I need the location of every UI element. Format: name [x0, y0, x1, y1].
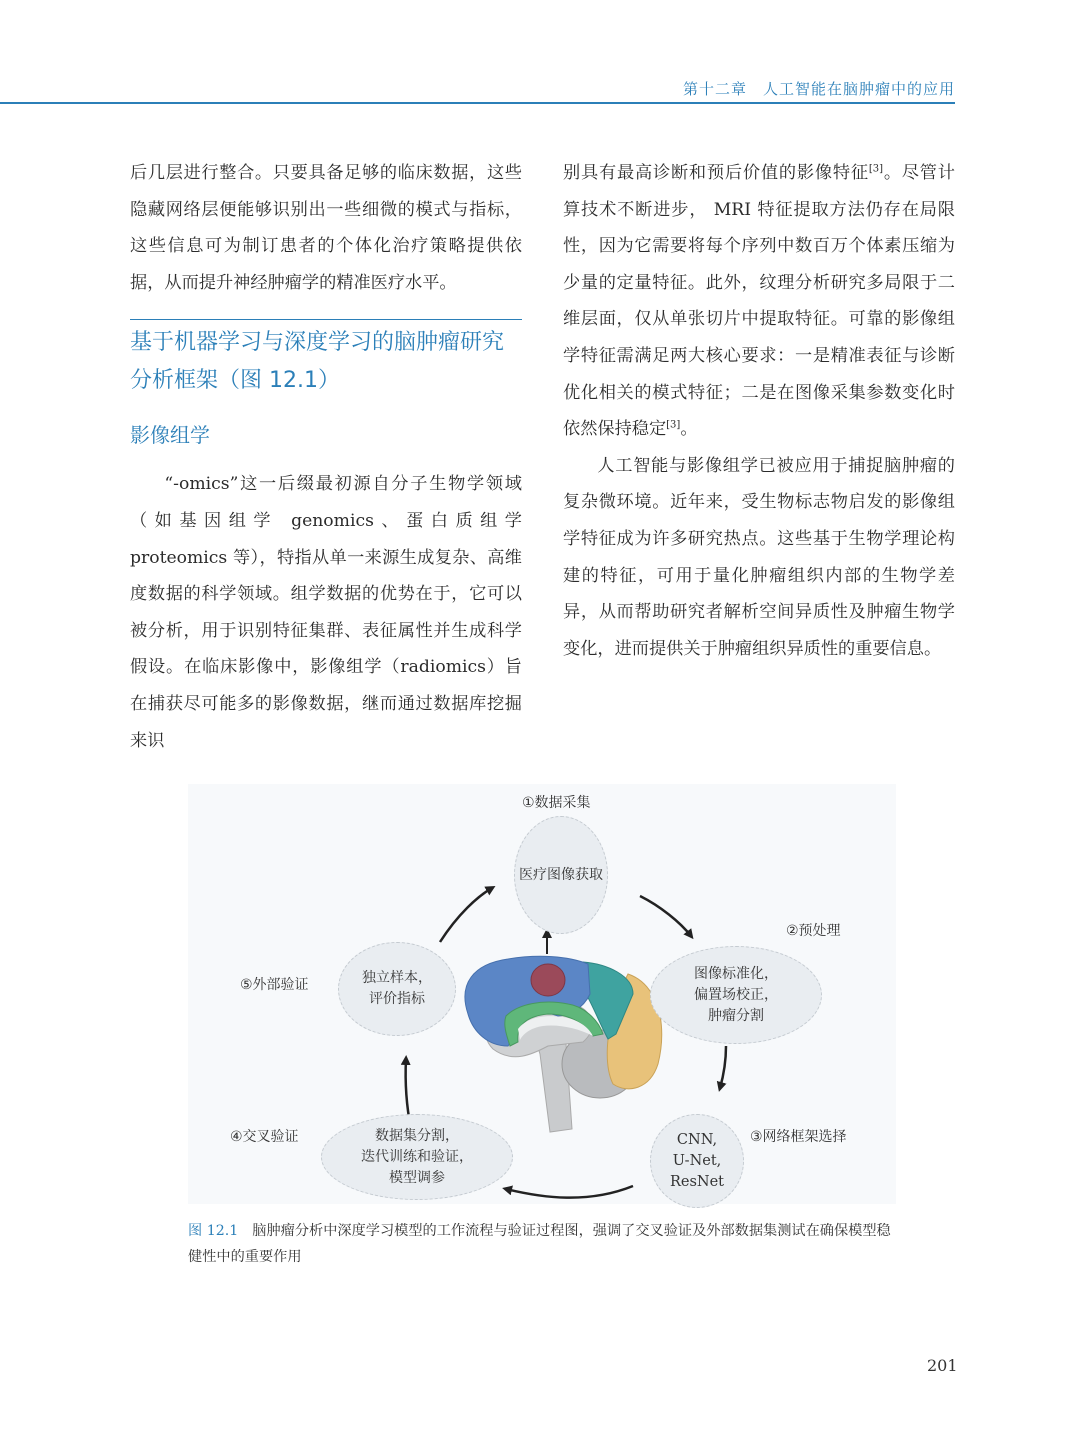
paragraph [563, 155, 955, 448]
node-text: 偏置场校正， [694, 986, 778, 1003]
left-column [130, 155, 522, 759]
citation-link[interactable]: [3] [868, 163, 884, 175]
node-text: 肿瘤分割 [708, 1007, 764, 1024]
figure-number: 图 12.1 [188, 1223, 239, 1239]
section-title: 基于机器学习与深度学习的脑肿瘤研究分析框架（图 12.1） [130, 330, 505, 394]
node-text: 模型调参 [389, 1169, 445, 1186]
node-external-validation [338, 942, 456, 1036]
node-text: 数据集分割， [375, 1127, 459, 1144]
arrow-3-to-4 [506, 1186, 633, 1198]
node-text: CNN, [676, 1131, 718, 1148]
brain-illustration [465, 956, 662, 1132]
paragraph: 人工智能与影像组学已被应用于捕捉脑肿瘤的复杂微环境。近年来，受生物标志物启发的影像组学特征成为许多研究热点。这些基于生物学理论构建的特征，可用于量化肿瘤组织内部的生物学差异，从而帮助研究者解析空间异质性及肿瘤生物学变化，进而提供关于肿瘤组织异质性的重要信息。 [563, 455, 955, 659]
node-text: 医疗图像获取 [519, 866, 603, 883]
tumor-region [531, 964, 565, 996]
page-number: 201 [927, 1356, 958, 1375]
step-label-data-acquisition: ①数据采集 [522, 795, 591, 811]
text-run: 。尽管计算技术不断进步， MRI 特征提取方法仍存在局限性，因为它需要将每个序列中数百万个体素压缩为少量的定量特征。此外，纹理分析研究多局限于二维层面，仅从单张切片中提取特征。可靠的影像组学特征需满足两大核心要求：一是精准表征与诊断优化相关的模式特征；二是在图像采集参数变化时依然保持稳定 [563, 163, 955, 440]
arrow-5-to-1 [440, 888, 492, 942]
paragraph: “-omics”这一后缀最初源自分子生物学领域（如基因组学 genomics、蛋白质组学 proteomics 等），特指从单一来源生成复杂、高维度数据的科学领域。组学数据的优势在于，它可以被分析，用于识别特征集群、表征属性并生成科学假设。在临床影像中，影像组学（radiomics）旨在捕获尽可能多的影像数据，继而通过数据库挖掘来识 [130, 474, 522, 751]
node-text: U-Net, [672, 1152, 722, 1169]
chapter-title: 第十二章 人工智能在脑肿瘤中的应用 [682, 80, 955, 98]
text-run: 别具有最高诊断和预后价值的影像特征 [563, 163, 869, 183]
node-text: 图像标准化， [694, 965, 778, 982]
step-label-preprocessing: ②预处理 [786, 923, 841, 939]
step-label-external-validation: ⑤外部验证 [240, 977, 309, 993]
node-preprocessing [650, 946, 822, 1044]
paragraph: 后几层进行整合。只要具备足够的临床数据，这些隐藏网络层便能够识别出一些细微的模式与指标，这些信息可为制订患者的个体化治疗策略提供依据，从而提升神经肿瘤学的精准医疗水平。 [130, 163, 522, 293]
right-column [563, 155, 955, 667]
caption-text: 脑肿瘤分析中深度学习模型的工作流程与验证过程图，强调了交叉验证及外部数据集测试在确保模型稳健性中的重要作用 [188, 1223, 891, 1265]
running-head [0, 76, 955, 104]
figure-caption [188, 1218, 900, 1270]
arrow-2-to-3 [720, 1046, 726, 1088]
node-text: 评价指标 [369, 991, 425, 1007]
arrow-1-to-2 [640, 896, 691, 936]
node-text: 迭代训练和验证， [361, 1148, 473, 1165]
node-text: 独立样本， [362, 970, 432, 986]
node-network-selection [650, 1114, 744, 1208]
node-data-acquisition [514, 816, 608, 934]
citation-link[interactable]: [3] [666, 419, 681, 431]
section-divider [130, 319, 522, 320]
step-label-network-selection: ③网络框架选择 [750, 1129, 847, 1145]
node-text: ResNet [669, 1173, 725, 1190]
subsection-title: 影像组学 [130, 423, 210, 448]
figure-workflow [188, 784, 896, 1204]
node-cross-validation [321, 1114, 513, 1200]
step-label-cross-validation: ④交叉验证 [230, 1129, 299, 1145]
text-run: 。 [680, 419, 698, 440]
